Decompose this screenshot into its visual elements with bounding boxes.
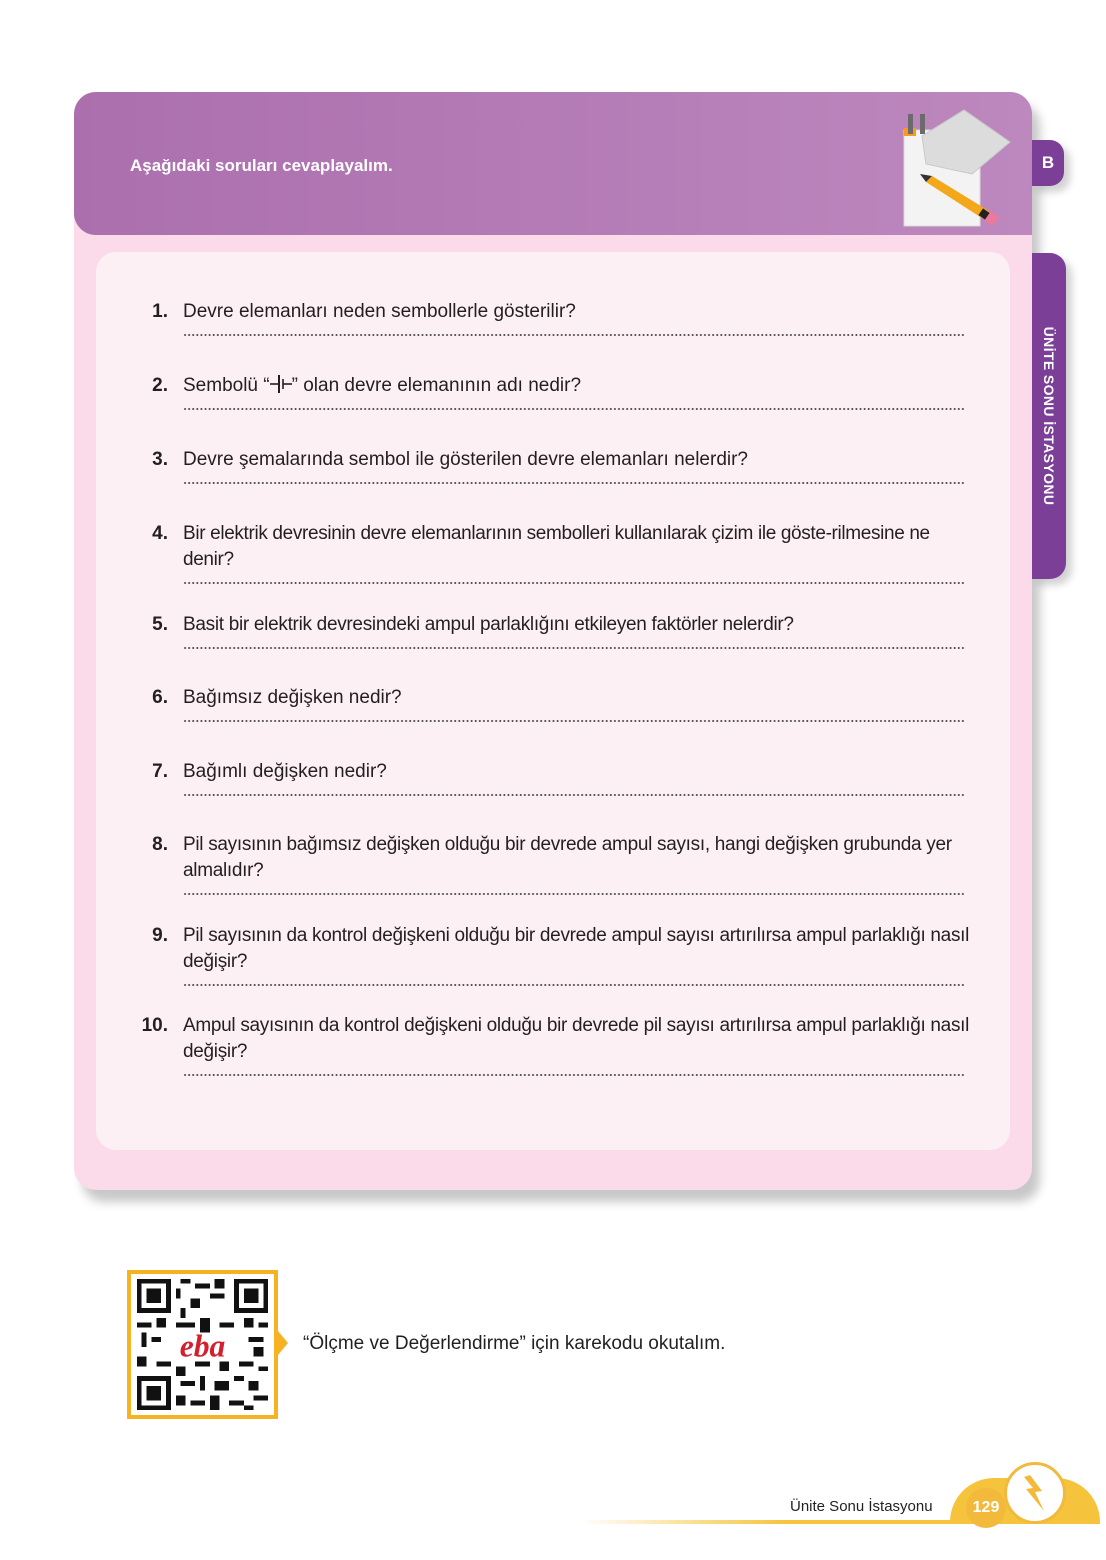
question-2	[136, 373, 976, 413]
qr-pointer-arrow-icon	[278, 1331, 288, 1355]
question-10	[136, 1013, 976, 1079]
battery-symbol-icon	[270, 374, 292, 394]
question-3	[136, 447, 976, 487]
lightning-bolt-icon	[1004, 1462, 1066, 1524]
question-4	[136, 521, 976, 587]
question-5	[136, 612, 976, 652]
answer-line[interactable]	[183, 577, 965, 587]
notepad-pencil-icon	[896, 102, 1014, 230]
question-8	[136, 832, 976, 898]
eba-logo: eba	[179, 1328, 226, 1364]
question-number: 3.	[152, 449, 168, 470]
footer-section-label: Ünite Sonu İstasyonu	[790, 1498, 933, 1515]
question-7	[136, 759, 976, 799]
question-number: 2.	[152, 375, 168, 396]
question-number: 6.	[152, 687, 168, 708]
section-letter-tab: B	[1032, 140, 1064, 186]
answer-line[interactable]	[183, 888, 965, 898]
unit-end-side-tab	[1032, 253, 1066, 579]
question-number: 9.	[152, 925, 168, 946]
question-text: Bağımsız değişken nedir?	[183, 687, 402, 708]
answer-line[interactable]	[183, 979, 965, 989]
question-text: Pil sayısının da kontrol değişkeni olduğu bir devrede ampul sayısı artırılırsa ampul parlaklığı nasıl değişir?	[183, 925, 970, 972]
question-text: Pil sayısının bağımsız değişken olduğu bir devrede ampul sayısı, hangi değişken grubunda yer almalıdır?	[183, 834, 952, 881]
question-text: Devre elemanları neden sembollerle gösterilir?	[183, 301, 576, 322]
question-text: Sembolü “ ” olan devre elemanının adı nedir?	[183, 375, 582, 396]
question-number: 10.	[141, 1015, 168, 1036]
question-text: Devre şemalarında sembol ile gösterilen devre elemanları nelerdir?	[183, 449, 748, 470]
question-1	[136, 299, 976, 339]
answer-line[interactable]	[183, 1069, 965, 1079]
question-number: 1.	[152, 301, 168, 322]
question-number: 7.	[152, 761, 168, 782]
answer-line[interactable]	[183, 789, 965, 799]
answer-line[interactable]	[183, 477, 965, 487]
question-number: 5.	[152, 614, 168, 635]
side-tab-label: ÜNİTE SONU İSTASYONU	[1041, 326, 1057, 506]
page-number: 129	[966, 1488, 1006, 1528]
qr-caption: “Ölçme ve Değerlendirme” için karekodu okutalım.	[303, 1333, 726, 1354]
answer-line[interactable]	[183, 403, 965, 413]
qr-code[interactable]	[127, 1270, 278, 1419]
question-6	[136, 685, 976, 725]
question-text: Bir elektrik devresinin devre elemanlarının sembolleri kullanılarak çizim ile göste-rilmesine ne denir?	[183, 523, 930, 570]
question-text: Basit bir elektrik devresindeki ampul parlaklığını etkileyen faktörler nelerdir?	[183, 614, 794, 635]
question-9	[136, 923, 976, 989]
question-number: 8.	[152, 834, 168, 855]
question-number: 4.	[152, 523, 168, 544]
answer-line[interactable]	[183, 329, 965, 339]
question-text: Bağımlı değişken nedir?	[183, 761, 387, 782]
section-title: Aşağıdaki soruları cevaplayalım.	[130, 156, 393, 175]
answer-line[interactable]	[183, 642, 965, 652]
answer-line[interactable]	[183, 715, 965, 725]
question-text: Ampul sayısının da kontrol değişkeni olduğu bir devrede pil sayısı artırılırsa ampul parlaklığı nasıl değişir?	[183, 1015, 970, 1062]
qr-code-pattern-icon	[131, 1274, 274, 1415]
